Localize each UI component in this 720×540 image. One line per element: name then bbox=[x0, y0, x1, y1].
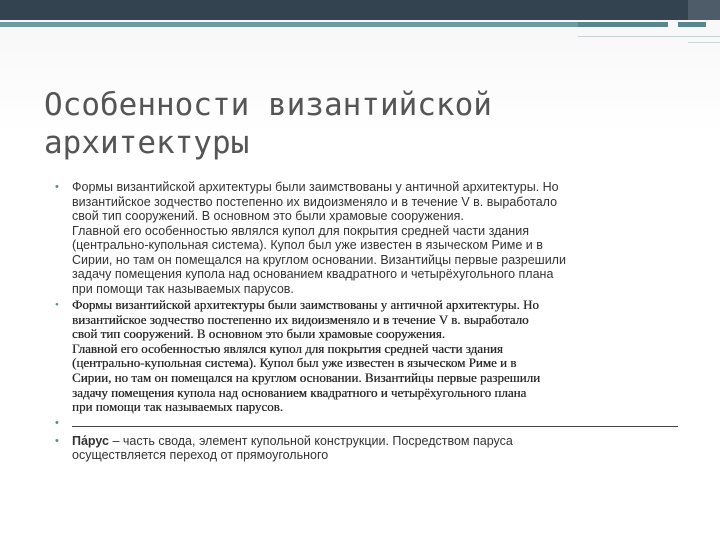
text-line: византийское зодчество постепенно их видоизменяло и в течение V в. выработало bbox=[72, 311, 529, 327]
definition-text: – часть свода, элемент купольной конструкции. Посредством паруса bbox=[109, 433, 513, 448]
definition-term: Па́рус bbox=[72, 433, 109, 448]
bullet-item-sans bbox=[52, 180, 678, 296]
bullet-icon: • bbox=[55, 299, 59, 311]
text-line: задачу помещения купола над основанием квадратного и четырёхугольного плана bbox=[72, 267, 554, 281]
text-line: Главной его особенностью являлся купол для покрытия средней части здания bbox=[72, 340, 503, 356]
text-line: свой тип сооружений. В основном это были храмовые сооружения. bbox=[72, 326, 445, 342]
text-line: византийское зодчество постепенно их видоизменяло и в течение V в. выработало bbox=[72, 194, 558, 209]
text-line: Сирии, но там он помещался на круглом основании. Византийцы первые разрешили bbox=[72, 252, 566, 267]
header-accent-stripe-segment bbox=[578, 22, 668, 27]
slide-title-line: Особенности византийской bbox=[44, 87, 492, 123]
text-line: Главной его особенностью являлся купол для покрытия средней части здания bbox=[72, 223, 529, 238]
slide-title-line: архитектуры bbox=[44, 125, 250, 161]
bullet-item-definition bbox=[52, 434, 678, 463]
bullet-icon: • bbox=[55, 416, 59, 429]
header-divider-line bbox=[578, 36, 720, 37]
text-line: (центрально-купольная система). Купол был уже известен в языческом Риме и в bbox=[72, 238, 543, 252]
header-accent-stripe bbox=[0, 22, 578, 27]
header-accent-stripe-segment bbox=[678, 22, 706, 27]
bullet-item-rule bbox=[52, 416, 678, 432]
text-line: Формы византийской архитектуры были заимствованы у античной архитектуры. Но bbox=[72, 297, 539, 312]
header-bar-corner bbox=[688, 0, 720, 20]
horizontal-rule bbox=[72, 426, 678, 427]
text-line: (центрально-купольная система). Купол был уже известен в языческом Риме и в bbox=[72, 355, 517, 371]
text-line: Сирии, но там он помещался на круглом основании. Византийцы первые разрешили bbox=[72, 369, 541, 385]
slide-title bbox=[44, 86, 664, 162]
text-line: при помощи так называемых парусов. bbox=[72, 281, 294, 296]
bullet-icon: • bbox=[55, 181, 59, 193]
text-line: при помощи так называемых парусов. bbox=[72, 399, 284, 415]
definition-line: осуществляется переход от прямоугольного bbox=[72, 448, 329, 463]
slide-body bbox=[52, 180, 678, 463]
header-bar bbox=[0, 0, 688, 20]
bullet-icon: • bbox=[55, 434, 59, 447]
text-line: задачу помещения купола над основанием квадратного и четырёхугольного плана bbox=[72, 384, 527, 400]
header-divider-line bbox=[688, 42, 720, 43]
text-line: свой тип сооружений. В основном это были храмовые сооружения. bbox=[72, 209, 464, 223]
bullet-item-serif bbox=[52, 298, 678, 415]
definition-line bbox=[72, 434, 678, 449]
text-line: Формы византийской архитектуры были заимствованы у античной архитектуры. Но bbox=[72, 180, 559, 194]
